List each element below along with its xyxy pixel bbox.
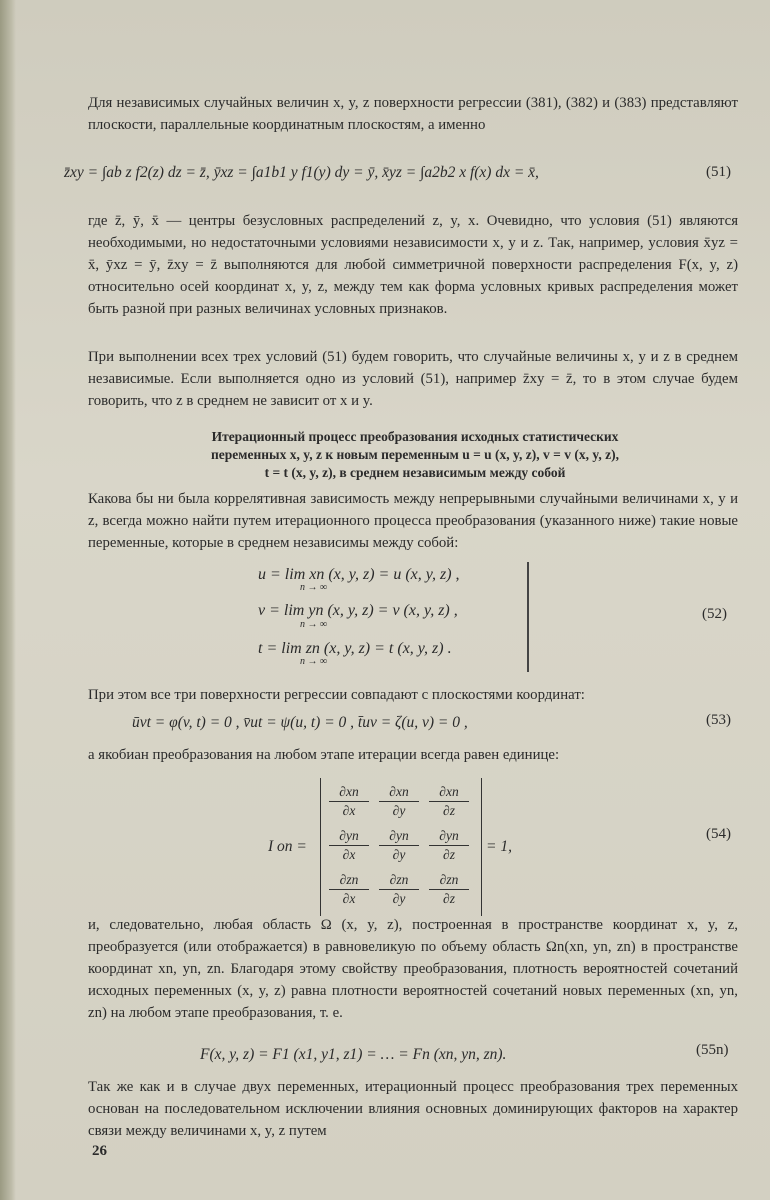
system-brace <box>527 562 529 672</box>
formula-53: ūvt = φ(v, t) = 0 , v̄ut = ψ(u, t) = 0 , t̄uv = ζ(u, v) = 0 , <box>132 714 468 731</box>
paragraph-regression-planes: При этом все три поверхности регрессии совпадают с плоскостями координат: <box>88 687 585 703</box>
section-heading-line-2: переменных x, y, z к новым переменным u = u (x, y, z), v = v (x, y, z), <box>211 447 619 462</box>
paragraph-average-independent: При выполнении всех трех условий (51) будем говорить, что случайные величины x, y и z в среднем независимые. Если выполняется одно из условий (51), например z̄xy = z̄, то в этом случае будем говорить, что z в среднем не зависит от x и y. <box>88 349 738 409</box>
jacobian-cell: $\frac{\partial zn}{\partial x}$ <box>329 872 369 907</box>
equation-number-52: (52) <box>702 606 727 622</box>
paragraph-iteration-intro: Какова бы ни была коррелятивная зависимость между непрерывными случайными величинами x, y и z, всегда можно найти путем итерационного процесса преобразования (указанного ниже) такие новые переменные, которые в среднем независимы между собой: <box>88 491 738 551</box>
page-shadow-edge <box>0 0 16 1200</box>
jacobian-cell: $\frac{\partial zn}{\partial z}$ <box>429 872 469 907</box>
system-line-t: t = lim zn (x, y, z) = t (x, y, z) . <box>258 640 452 657</box>
equation-number-54: (54) <box>706 826 731 842</box>
paragraph-two-variables: Так же как и в случае двух переменных, итерационный процесс преобразования трех переменных основан на последовательном исключении влияния основных доминирующих факторов на характер связи между величинами x, y, z путем <box>88 1079 738 1139</box>
jacobian-lhs: I on = <box>268 838 307 855</box>
paragraph-independent-variables: Для независимых случайных величин x, y, z поверхности регрессии (381), (382) и (383) представляют плоскости, параллельные координатным плоскостям, а именно <box>88 95 738 133</box>
equation-number-55: (55n) <box>696 1042 729 1058</box>
jacobian-cell: $\frac{\partial xn}{\partial x}$ <box>329 784 369 819</box>
jacobian-cell: $\frac{\partial zn}{\partial y}$ <box>379 872 419 907</box>
jacobian-cell: $\frac{\partial xn}{\partial z}$ <box>429 784 469 819</box>
equation-number-51: (51) <box>706 164 731 180</box>
jacobian-cell: $\frac{\partial yn}{\partial x}$ <box>329 828 369 863</box>
system-line-v: v = lim yn (x, y, z) = v (x, y, z) , <box>258 602 458 619</box>
jacobian-cell: $\frac{\partial yn}{\partial z}$ <box>429 828 469 863</box>
section-heading-line-1: Итерационный процесс преобразования исходных статистических <box>211 429 619 444</box>
jacobian-cell: $\frac{\partial xn}{\partial y}$ <box>379 784 419 819</box>
section-heading-line-3: t = t (x, y, z), в среднем независимым между собой <box>264 465 566 480</box>
formula-55: F(x, y, z) = F1 (x1, y1, z1) = … = Fn (xn, yn, zn). <box>200 1046 507 1063</box>
formula-51: z̄xy = ∫ab z f2(z) dz = z̄, ȳxz = ∫a1b1 y f1(y) dy = ȳ, x̄yz = ∫a2b2 x f(x) dx = x̄, <box>64 164 539 181</box>
jacobian-cell: $\frac{\partial yn}{\partial y}$ <box>379 828 419 863</box>
paragraph-region-transform: и, следовательно, любая область Ω (x, y, z), построенная в пространстве координат x, y, z, преобразуется (или отображается) в равновеликую по объему область Ωn(xn, yn, zn) в пространстве координат xn, yn, zn. Благодаря этому свойству преобразования, плотность вероятностей сочетаний исходных переменных (x, y, z) равна плотности вероятностей сочетаний новых переменных (xn, yn, zn) на любом этапе преобразования, т. е. <box>88 917 738 1021</box>
paragraph-centers: где z̄, ȳ, x̄ — центры безусловных распределений z, y, x. Очевидно, что условия (51) являются необходимыми, но недостаточными условиями независимости x, y и z. Так, например, условия x̄yz = x̄, ȳxz = ȳ, z̄xy = z̄ выполняются для любой симметричной поверхности распределения F(x, y, z) относительно осей координат x, y, z, между тем как форма условных кривых распределения может быть разной при разных величинах условных признаков. <box>88 213 738 317</box>
system-limit-v: n → ∞ <box>300 619 328 630</box>
system-limit-t: n → ∞ <box>300 656 328 667</box>
system-limit-u: n → ∞ <box>300 582 328 593</box>
paragraph-jacobian: а якобиан преобразования на любом этапе итерации всегда равен единице: <box>88 747 560 763</box>
page-number: 26 <box>92 1143 107 1159</box>
jacobian-determinant <box>320 778 482 916</box>
equation-number-53: (53) <box>706 712 731 728</box>
jacobian-rhs: = 1, <box>486 838 512 855</box>
system-line-u: u = lim xn (x, y, z) = u (x, y, z) , <box>258 566 460 583</box>
